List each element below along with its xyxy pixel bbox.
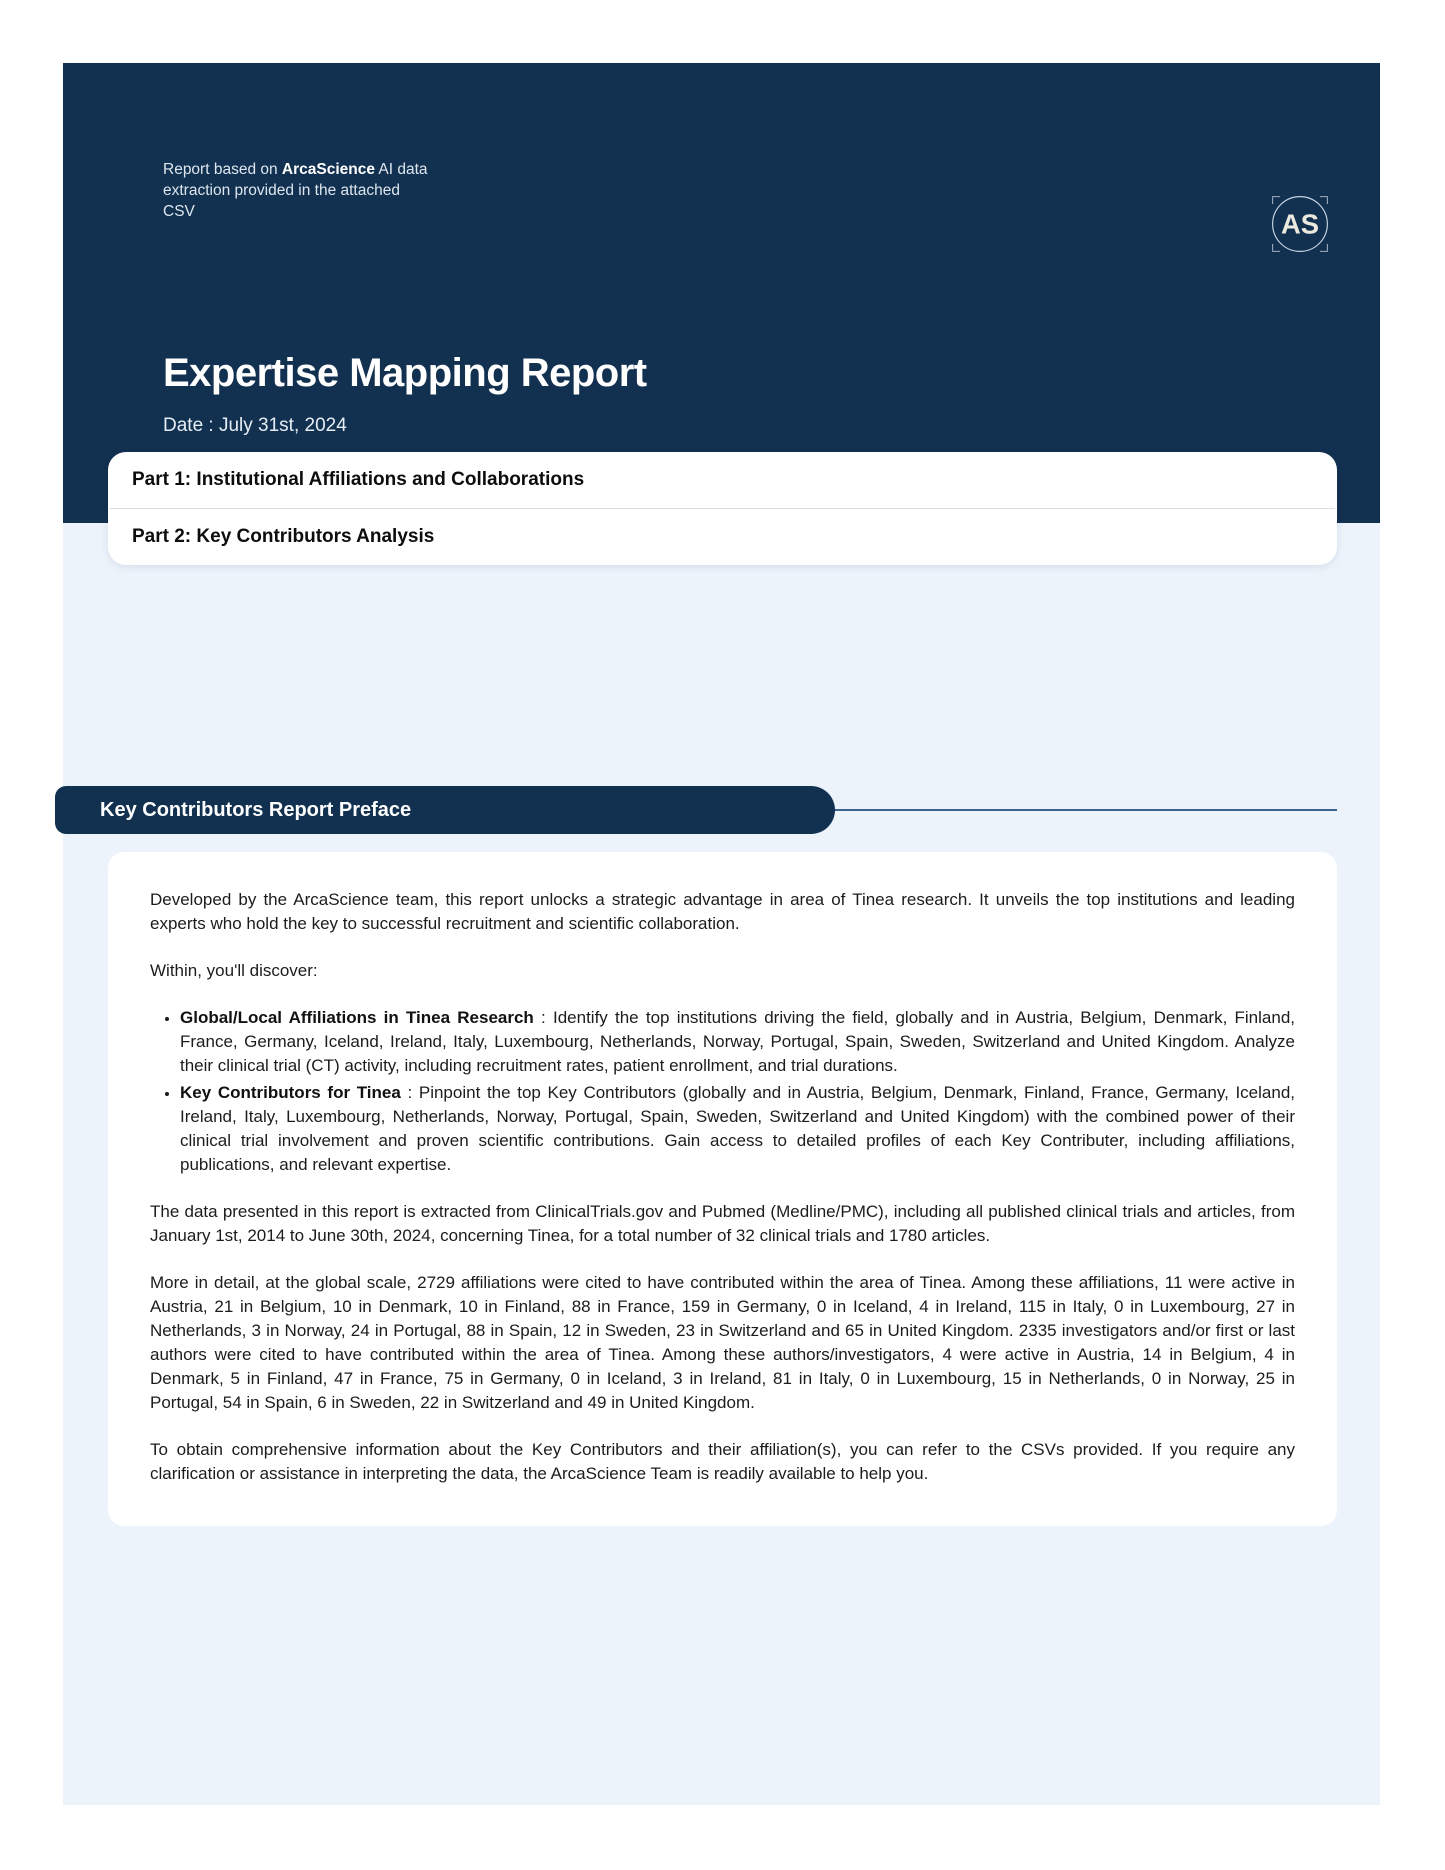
report-date: Date : July 31st, 2024 bbox=[163, 415, 347, 436]
bullet-separator: : bbox=[400, 1083, 419, 1102]
note-prefix: Report based on bbox=[163, 161, 282, 178]
bullet-separator: : bbox=[533, 1008, 553, 1027]
bullet-key-contributors bbox=[180, 1081, 1295, 1177]
brand-name: ArcaScience bbox=[281, 161, 375, 178]
note-suffix: AI data extraction provided in the attached CSV bbox=[163, 161, 428, 220]
toc-item-part-1[interactable] bbox=[108, 452, 1337, 508]
toc-item-part-2[interactable] bbox=[108, 509, 1337, 565]
bullet-bold-label: Global/Local Affiliations in Tinea Research bbox=[180, 1008, 534, 1027]
preface-bullet-list bbox=[150, 1006, 1295, 1177]
preface-discover-intro: Within, you'll discover: bbox=[150, 961, 318, 980]
table-of-contents bbox=[108, 452, 1337, 565]
arcascience-logo-icon bbox=[1263, 187, 1337, 261]
report-source-note bbox=[163, 159, 435, 222]
page-title: Expertise Mapping Report bbox=[163, 351, 647, 395]
preface-paragraph-2: The data presented in this report is extracted from ClinicalTrials.gov and Pubmed (Medline/PMC), including all published clinical trials and articles, from January 1st, 2014 to June 30th, 2024, concerning Tinea, for a total number of 32 clinical trials and 1780 articles. bbox=[150, 1202, 1295, 1245]
preface-banner-label: Key Contributors Report Preface bbox=[100, 798, 412, 821]
preface-paragraph-1: Developed by the ArcaScience team, this report unlocks a strategic advantage in area of Tinea research. It unveils the top institutions and leading experts who hold the key to successful recruitment and scientific collaboration. bbox=[150, 890, 1295, 933]
preface-paragraph-4: To obtain comprehensive information about the Key Contributors and their affiliation(s), you can refer to the CSVs provided. If you require any clarification or assistance in interpreting the data, the ArcaScience Team is readily available to help you. bbox=[150, 1440, 1295, 1483]
bullet-text: Identify the top institutions driving the field, globally and in Austria, Belgium, Denmark, Finland, France, Germany, Iceland, Ireland, Italy, Luxembourg, Netherlands, Norway, Portugal, Spain, Sweden, Switzerland and United Kingdom. Analyze their clinical trial (CT) activity, including recruitment rates, patient enrollment, and trial durations. bbox=[180, 1008, 1295, 1075]
toc-item-label: Part 2: Key Contributors Analysis bbox=[132, 526, 435, 547]
bullet-bold-label: Key Contributors for Tinea bbox=[180, 1083, 401, 1102]
toc-item-label: Part 1: Institutional Affiliations and Collaborations bbox=[132, 469, 585, 490]
logo-monogram: AS bbox=[1280, 208, 1320, 240]
preface-banner bbox=[55, 786, 835, 834]
preface-paragraph-3: More in detail, at the global scale, 2729 affiliations were cited to have contributed within the area of Tinea. Among these affiliations, 11 were active in Austria, 21 in Belgium, 10 in Denmark, 10 in Finland, 88 in France, 159 in Germany, 0 in Iceland, 4 in Ireland, 115 in Italy, 0 in Luxembourg, 27 in Netherlands, 3 in Norway, 24 in Portugal, 88 in Spain, 12 in Sweden, 23 in Switzerland and 65 in United Kingdom. 2335 investigators and/or first or last authors were cited to have contributed within the area of Tinea. Among these authors/investigators, 4 were active in Austria, 14 in Belgium, 4 in Denmark, 5 in Finland, 47 in France, 75 in Germany, 0 in Iceland, 3 in Ireland, 81 in Italy, 0 in Luxembourg, 15 in Netherlands, 0 in Norway, 25 in Portugal, 54 in Spain, 6 in Sweden, 22 in Switzerland and 49 in United Kingdom. bbox=[150, 1273, 1295, 1412]
bullet-text: Pinpoint the top Key Contributors (globally and in Austria, Belgium, Denmark, Finland, France, Germany, Iceland, Ireland, Italy, Luxembourg, Netherlands, Norway, Portugal, Spain, Sweden, Switzerland and United Kingdom) with the combined power of their clinical trial involvement and proven scientific contributions. Gain access to detailed profiles of each Key Contributer, including affiliations, publications, and relevant expertise. bbox=[180, 1083, 1295, 1174]
bullet-affiliations bbox=[180, 1006, 1295, 1078]
preface-content-card bbox=[108, 852, 1337, 1526]
